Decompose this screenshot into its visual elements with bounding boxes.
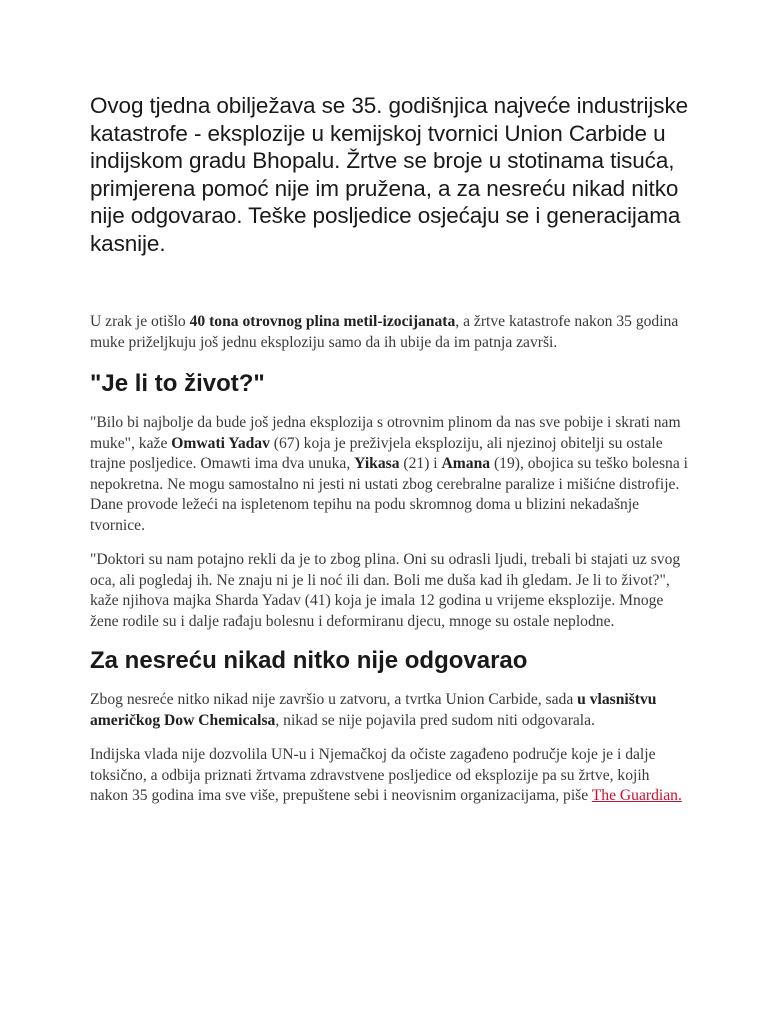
- paragraph-union-carbide: [90, 690, 690, 731]
- text-span: , a žrtve katastrofe nakon 35 godina muke priželjkuju još jednu eksploziju samo da ih ubije da im patnja završi.: [90, 313, 679, 351]
- paragraph-indian-government: [90, 745, 690, 807]
- text-span: Indijska vlada nije dozvolila UN-u i Njemačkoj da očiste zagađeno područje koje je i dalje toksično, a odbija priznati žrtvama zdravstvene posljedice od eksplozije pa su žrtve, kojih nakon 35 godina ima sve više, prepuštene sebi i neovisnim organizacijama, piše: [90, 746, 656, 804]
- text-span: , nikad se nije pojavila pred sudom niti odgovarala.: [275, 711, 595, 729]
- text-span: U zrak je otišlo: [90, 313, 190, 330]
- text-span: Zbog nesreće nitko nikad nije završio u zatvoru, a tvrtka Union Carbide, sada: [90, 691, 578, 708]
- paragraph-sharda-quote: "Doktori su nam potajno rekli da je to zbog plina. Oni su odrasli ljudi, trebali bi stajati uz svog oca, ali pogledaj ih. Ne znaju ni je li noć ili dan. Boli me duša kad ih gledam. Je li to život?", kaže njihova majka Sharda Yadav (41) koja je imala 12 godina u vrijeme eksplozije. Mnoge žene rodile su i dalje rađaju bolesnu i deformiranu djecu, mnoge su ostale neplodne.: [90, 551, 681, 630]
- section-heading-nitko-nije-odgovarao: Za nesreću nikad nitko nije odgovarao: [90, 647, 528, 674]
- bold-text: Omwati Yadav: [171, 434, 270, 452]
- bold-text: Yikasa: [354, 455, 400, 472]
- text-span: "Bilo bi najbolje da bude još jedna eksplozija s otrovnim plinom da nas sve pobije i skrati nam muke", kaže: [90, 414, 681, 452]
- bold-text: 40 tona otrovnog plina metil-izocijanata: [189, 313, 456, 330]
- section-heading-je-li-to-zivot: "Je li to život?": [90, 370, 265, 397]
- text-span: (67) koja je preživjela eksploziju, ali njezinoj obitelji su ostale trajne posljedice. Omawti ima dva unuka,: [90, 434, 663, 472]
- text-span: (21) i: [399, 455, 442, 472]
- bold-text: u vlasništvu američkog Dow Chemicalsa: [90, 691, 657, 729]
- paragraph-omwati-quote: [90, 413, 690, 536]
- paragraph-gas-release: [90, 312, 690, 353]
- text-span: (19), obojica su teško bolesna i nepokretna. Ne mogu samostalno ni jesti ni ustati zbog cerebralne paralize i mišićne distrofije. Dane provode ležeći na ispletenom tepihu na podu skromnog doma u blizini nekadašnje tvornice.: [90, 455, 688, 534]
- article: [90, 92, 690, 807]
- bold-text: Amana: [441, 455, 491, 472]
- article-lead: Ovog tjedna obilježava se 35. godišnjica najveće industrijske katastrofe - eksplozije u kemijskoj tvornici Union Carbide u indijskom gradu Bhopalu. Žrtve se broje u stotinama tisuća, primjerena pomoć nije im pružena, a za nesreću nikad nitko nije odgovarao. Teške posljedice osjećaju se i generacijama kasnije.: [90, 93, 689, 256]
- guardian-link[interactable]: The Guardian.: [591, 787, 682, 804]
